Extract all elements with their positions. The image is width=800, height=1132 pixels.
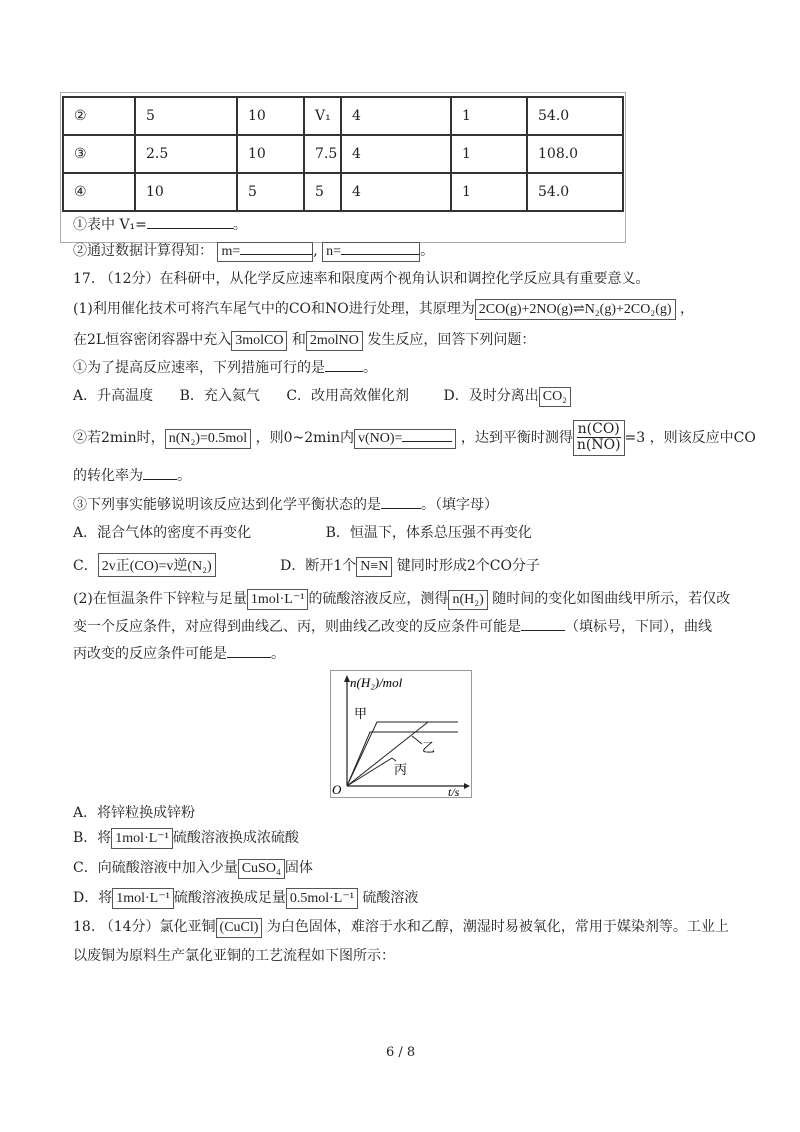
q17-2-line1 (73, 588, 730, 610)
q18-line1: 18. （14分）氯化亚铜 (CuCl) 为白色固体，难溶于水和乙醇，潮湿时易被氧化，常用于媒染剂等。工业上 (73, 916, 729, 938)
text: ①表中 V₁= (73, 217, 147, 233)
formula-box: CO₂ (539, 387, 571, 407)
option-c: C．改用高效催化剂 (286, 388, 410, 404)
text: 发生反应，回答下列问题： (367, 332, 536, 348)
table-row (63, 135, 623, 173)
text: 在2L恒容密闭容器中充入 (73, 332, 232, 348)
text: 丙改变的反应条件可能是 (73, 646, 227, 662)
table-cell: 5 (135, 97, 237, 135)
q17-ii-line2 (73, 465, 191, 485)
yi-pointer (412, 736, 422, 744)
x-axis-arrow (464, 783, 470, 789)
formula-box: 2v正(CO)=v逆(N₂) (98, 553, 216, 577)
formula-box: CuSO₄ (238, 859, 285, 879)
answer-blank[interactable] (227, 657, 271, 658)
text: 。 (271, 646, 285, 662)
answer-blank[interactable] (240, 254, 312, 255)
text: （填标号，下同），曲线 (565, 619, 712, 635)
table-cell: 108.0 (527, 135, 623, 173)
x-axis-label: t/s (448, 785, 460, 798)
formula-box: n(H₂) (448, 590, 487, 610)
table-cell: 10 (135, 173, 237, 211)
text: 随时间的变化如图曲线甲所示，若仅改 (492, 591, 731, 607)
m-box: m= (217, 242, 313, 262)
text: 。 (232, 217, 247, 233)
text: 和 (291, 332, 306, 348)
text: 键同时形成2个CO分子 (396, 558, 540, 574)
q17-2-option-b: B．将 1mol·L⁻¹ 硫酸溶液换成浓硫酸 (73, 827, 299, 849)
page-number: 6 / 8 (386, 1045, 416, 1060)
text: (2)在恒温条件下锌粒与足量 (73, 591, 247, 607)
table-cell: 4 (341, 97, 451, 135)
text: 的硫酸溶液反应，测得 (308, 591, 449, 607)
bing-pointer (392, 758, 396, 761)
text: ， (680, 301, 695, 317)
formula-box: 1mol·L⁻¹ (247, 589, 309, 610)
formula-box: N≡N (356, 557, 392, 577)
table-cell: ③ (63, 135, 135, 173)
option-a: A．混合气体的密度不再变化 (73, 525, 252, 541)
text: ，达到平衡时测得 (460, 429, 573, 446)
y-axis-label: n(H₂)/mol (350, 675, 403, 690)
data-table (62, 96, 624, 212)
label-yi: 乙 (422, 741, 436, 756)
text: 。 (363, 360, 377, 376)
text: ①为了提高反应速率，下列措施可行的是 (73, 360, 325, 376)
q17-1-line (73, 298, 694, 320)
q17-1-line2 (73, 329, 535, 351)
q16-line-v1 (73, 214, 247, 234)
q17-2-line3 (73, 643, 285, 663)
table-cell: 5 (304, 173, 341, 211)
answer-blank[interactable] (521, 630, 565, 631)
origin-label: O (332, 782, 342, 797)
table-cell: ② (63, 97, 135, 135)
table-cell: 4 (341, 173, 451, 211)
q17-iii-options-cd (73, 553, 540, 577)
formula-box: n(N₂)=0.5mol (165, 429, 252, 449)
option-d: D．及时分离出 (443, 388, 539, 404)
option-c: C． (73, 558, 98, 574)
formula-box: 2molNO (306, 331, 363, 351)
q16-line-mn: ②通过数据计算得知： m= , n= 。 (73, 240, 434, 262)
table-cell: V₁ (304, 97, 341, 135)
text: =3 (624, 429, 646, 446)
option-a: A．升高温度 (73, 388, 154, 404)
table-row (63, 173, 623, 211)
text: ②若2min时， (73, 429, 165, 446)
table-cell: 1 (451, 173, 527, 211)
reaction-equation: 2CO(g)+2NO(g)⇌N₂(g)+2CO₂(g) (475, 299, 676, 320)
ratio-fraction: $\frac{n(CO)}{n(NO)}$ (573, 420, 625, 456)
table-cell: 1 (451, 135, 527, 173)
option-b: B．恒温下，体系总压强不再变化 (325, 525, 532, 541)
q17-2-option-a: A．将锌粒换成锌粉 (73, 805, 196, 821)
option-b: B．充入氦气 (179, 388, 260, 404)
table-cell: 10 (237, 97, 304, 135)
text: ，则该反应中CO (649, 429, 756, 446)
q17-2-option-d: D．将 1mol·L⁻¹ 硫酸溶液换成足量 0.5mol·L⁻¹ 硫酸溶液 (73, 887, 418, 909)
text: ，则0~2min内 (255, 429, 354, 446)
text: 。 (177, 468, 191, 484)
formula-box: 1mol·L⁻¹ (112, 888, 174, 909)
q17-i-line (73, 357, 377, 377)
table-cell: 54.0 (527, 97, 623, 135)
formula-box: (CuCl) (216, 918, 263, 938)
n-box: n= (322, 242, 420, 262)
table-cell: 1 (451, 97, 527, 135)
text: (1)利用催化技术可将汽车尾气中的CO和NO进行处理，其原理为 (73, 301, 475, 317)
answer-blank[interactable] (402, 441, 452, 442)
table-cell: 54.0 (527, 173, 623, 211)
formula-box: 1mol·L⁻¹ (111, 828, 173, 849)
label-bing: 丙 (394, 763, 408, 778)
q17-iii-options-ab (73, 522, 532, 542)
formula-box: v(NO)= (354, 429, 456, 449)
table-cell: 2.5 (135, 135, 237, 173)
table-cell: 4 (341, 135, 451, 173)
table-cell: 10 (237, 135, 304, 173)
text: 变一个反应条件，对应得到曲线乙、丙，则曲线乙改变的反应条件可能是 (73, 619, 521, 635)
q17-ii-line (73, 420, 756, 456)
formula-box: 0.5mol·L⁻¹ (286, 888, 358, 909)
q17-2-option-c: C．向硫酸溶液中加入少量 CuSO₄ 固体 (73, 857, 313, 879)
answer-blank[interactable] (143, 479, 177, 480)
answer-blank[interactable] (381, 508, 421, 509)
option-d: D．断开1个 (280, 558, 357, 574)
hydrogen-graph (330, 670, 472, 798)
q17-i-options (73, 385, 571, 407)
answer-blank[interactable] (341, 254, 419, 255)
table-row (63, 97, 623, 135)
label-jia: 甲 (354, 707, 368, 722)
table-cell: 7.5 (304, 135, 341, 173)
q17-heading: 17. （12分）在科研中，从化学反应速率和限度两个视角认识和调控化学反应具有重要意义。 (73, 271, 650, 287)
table-cell: ④ (63, 173, 135, 211)
table-cell: 5 (237, 173, 304, 211)
text: ③下列事实能够说明该反应达到化学平衡状态的是 (73, 497, 381, 513)
q17-2-line2 (73, 616, 712, 636)
text: 的转化率为 (73, 468, 143, 484)
answer-blank[interactable] (325, 371, 363, 372)
text: 。 (420, 243, 435, 259)
q17-iii-line (73, 494, 498, 514)
q18-line2: 以废铜为原料生产氯化亚铜的工艺流程如下图所示： (73, 948, 395, 964)
answer-blank[interactable] (147, 228, 233, 229)
text: 。（填字母） (421, 497, 498, 513)
text: ②通过数据计算得知： (73, 243, 213, 259)
formula-box: 3molCO (231, 331, 287, 351)
